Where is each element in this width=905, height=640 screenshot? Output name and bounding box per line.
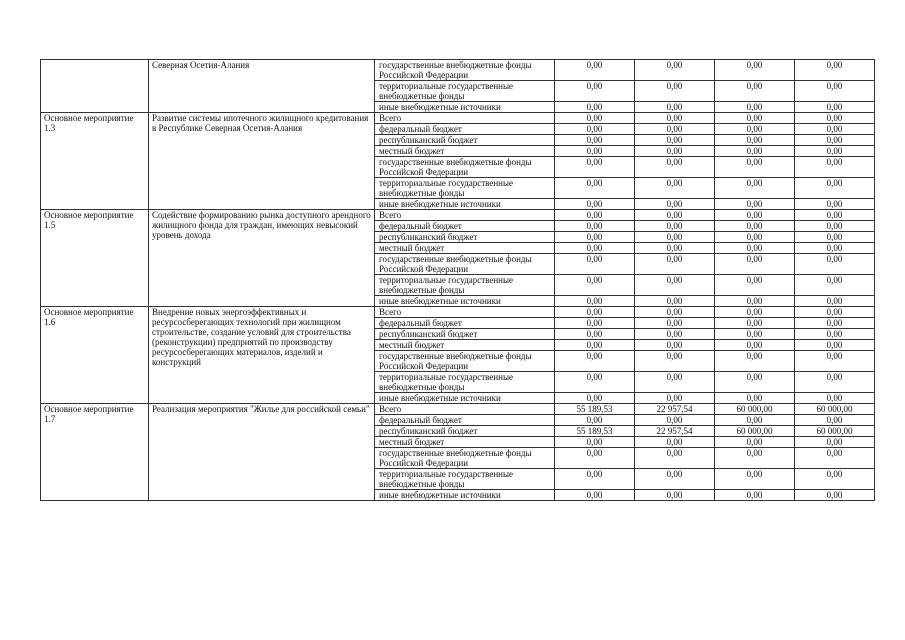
source-cell: республиканский бюджет <box>375 329 555 340</box>
source-cell: федеральный бюджет <box>375 124 555 135</box>
value-cell: 0,00 <box>635 232 715 243</box>
value-cell: 0,00 <box>795 340 875 351</box>
value-cell: 0,00 <box>795 178 875 199</box>
value-cell: 0,00 <box>635 340 715 351</box>
value-cell: 0,00 <box>795 102 875 113</box>
value-cell: 0,00 <box>715 102 795 113</box>
value-cell: 0,00 <box>715 372 795 393</box>
value-cell: 0,00 <box>555 318 635 329</box>
value-cell: 0,00 <box>715 243 795 254</box>
table-row <box>41 210 875 221</box>
value-cell: 60 000,00 <box>715 426 795 437</box>
source-cell: государственные внебюджетные фонды Российской Федерации <box>375 448 555 469</box>
value-cell: 55 189,53 <box>555 404 635 415</box>
value-cell: 0,00 <box>635 60 715 81</box>
value-cell: 0,00 <box>715 113 795 124</box>
source-cell: местный бюджет <box>375 146 555 157</box>
value-cell: 0,00 <box>795 437 875 448</box>
measure-name: Реализация мероприятия "Жилье для российской семьи" <box>149 404 375 501</box>
value-cell: 0,00 <box>795 232 875 243</box>
value-cell: 0,00 <box>715 307 795 318</box>
value-cell: 0,00 <box>715 448 795 469</box>
value-cell: 60 000,00 <box>795 426 875 437</box>
source-cell: республиканский бюджет <box>375 135 555 146</box>
value-cell: 0,00 <box>795 135 875 146</box>
value-cell: 55 189,53 <box>555 426 635 437</box>
source-cell: Всего <box>375 404 555 415</box>
value-cell: 0,00 <box>795 199 875 210</box>
value-cell: 0,00 <box>555 135 635 146</box>
value-cell: 0,00 <box>795 372 875 393</box>
source-cell: Всего <box>375 210 555 221</box>
value-cell: 0,00 <box>795 275 875 296</box>
value-cell: 0,00 <box>635 135 715 146</box>
value-cell: 0,00 <box>635 415 715 426</box>
value-cell: 0,00 <box>635 124 715 135</box>
value-cell: 0,00 <box>555 415 635 426</box>
value-cell: 0,00 <box>635 307 715 318</box>
value-cell: 0,00 <box>555 351 635 372</box>
value-cell: 0,00 <box>795 210 875 221</box>
value-cell: 0,00 <box>795 146 875 157</box>
measure-name: Северная Осетия-Алания <box>149 60 375 113</box>
source-cell: Всего <box>375 113 555 124</box>
value-cell: 0,00 <box>715 393 795 404</box>
source-cell: местный бюджет <box>375 243 555 254</box>
value-cell: 0,00 <box>795 448 875 469</box>
value-cell: 0,00 <box>555 81 635 102</box>
value-cell: 0,00 <box>555 469 635 490</box>
source-cell: республиканский бюджет <box>375 426 555 437</box>
value-cell: 0,00 <box>715 318 795 329</box>
value-cell: 0,00 <box>635 199 715 210</box>
value-cell: 0,00 <box>795 307 875 318</box>
source-cell: местный бюджет <box>375 340 555 351</box>
value-cell: 0,00 <box>635 146 715 157</box>
source-cell: федеральный бюджет <box>375 221 555 232</box>
value-cell: 0,00 <box>555 178 635 199</box>
value-cell: 0,00 <box>715 199 795 210</box>
value-cell: 0,00 <box>555 448 635 469</box>
value-cell: 0,00 <box>555 307 635 318</box>
value-cell: 0,00 <box>715 275 795 296</box>
measure-name: Внедрение новых энергоэффективных и ресурсосберегающих технологий при жилищном строительстве, создание условий для строительства (реконструкции) предприятий по производству ресурсосберегающих материалов, изделий и конструкций <box>149 307 375 404</box>
value-cell: 0,00 <box>795 254 875 275</box>
value-cell: 0,00 <box>555 275 635 296</box>
value-cell: 0,00 <box>555 372 635 393</box>
value-cell: 0,00 <box>635 81 715 102</box>
source-cell: государственные внебюджетные фонды Российской Федерации <box>375 157 555 178</box>
value-cell: 0,00 <box>795 221 875 232</box>
value-cell: 22 957,54 <box>635 404 715 415</box>
value-cell: 0,00 <box>635 113 715 124</box>
source-cell: иные внебюджетные источники <box>375 393 555 404</box>
value-cell: 60 000,00 <box>795 404 875 415</box>
source-cell: территориальные государственные внебюджетные фонды <box>375 178 555 199</box>
measure-label: Основное мероприятие 1.3 <box>41 113 149 210</box>
table-row <box>41 404 875 415</box>
value-cell: 0,00 <box>715 135 795 146</box>
value-cell: 0,00 <box>715 296 795 307</box>
source-cell: иные внебюджетные источники <box>375 490 555 501</box>
value-cell: 0,00 <box>635 178 715 199</box>
source-cell: государственные внебюджетные фонды Российской Федерации <box>375 254 555 275</box>
value-cell: 0,00 <box>795 469 875 490</box>
value-cell: 0,00 <box>795 81 875 102</box>
source-cell: территориальные государственные внебюджетные фонды <box>375 469 555 490</box>
value-cell: 0,00 <box>635 221 715 232</box>
value-cell: 0,00 <box>555 393 635 404</box>
measure-name: Содействие формированию рынка доступного арендного жилищного фонда для граждан, имеющих невысокий уровень дохода <box>149 210 375 307</box>
measure-name: Развитие системы ипотечного жилищного кредитования в Республике Северная Осетия-Алания <box>149 113 375 210</box>
value-cell: 0,00 <box>635 351 715 372</box>
value-cell: 0,00 <box>635 254 715 275</box>
value-cell: 0,00 <box>555 157 635 178</box>
value-cell: 0,00 <box>635 329 715 340</box>
source-cell: территориальные государственные внебюджетные фонды <box>375 275 555 296</box>
measure-label: Основное мероприятие 1.6 <box>41 307 149 404</box>
funding-table <box>40 59 875 501</box>
value-cell: 0,00 <box>795 490 875 501</box>
value-cell: 0,00 <box>715 60 795 81</box>
measure-label: Основное мероприятие 1.5 <box>41 210 149 307</box>
source-cell: федеральный бюджет <box>375 415 555 426</box>
value-cell: 0,00 <box>635 102 715 113</box>
value-cell: 0,00 <box>555 243 635 254</box>
source-cell: федеральный бюджет <box>375 318 555 329</box>
value-cell: 0,00 <box>795 113 875 124</box>
table-row <box>41 60 875 81</box>
value-cell: 0,00 <box>635 210 715 221</box>
value-cell: 0,00 <box>715 146 795 157</box>
value-cell: 0,00 <box>715 210 795 221</box>
value-cell: 0,00 <box>795 243 875 254</box>
value-cell: 0,00 <box>635 157 715 178</box>
value-cell: 0,00 <box>635 243 715 254</box>
value-cell: 0,00 <box>555 124 635 135</box>
value-cell: 0,00 <box>715 178 795 199</box>
value-cell: 0,00 <box>715 221 795 232</box>
value-cell: 0,00 <box>635 490 715 501</box>
source-cell: иные внебюджетные источники <box>375 199 555 210</box>
value-cell: 0,00 <box>715 340 795 351</box>
value-cell: 0,00 <box>795 393 875 404</box>
value-cell: 0,00 <box>715 81 795 102</box>
value-cell: 0,00 <box>555 437 635 448</box>
source-cell: местный бюджет <box>375 437 555 448</box>
measure-label-cell <box>41 60 149 113</box>
measure-label: Основное мероприятие 1.7 <box>41 404 149 501</box>
source-cell: Всего <box>375 307 555 318</box>
value-cell: 0,00 <box>635 318 715 329</box>
source-cell: территориальные государственные внебюджетные фонды <box>375 372 555 393</box>
value-cell: 0,00 <box>635 275 715 296</box>
value-cell: 0,00 <box>555 113 635 124</box>
value-cell: 0,00 <box>555 329 635 340</box>
table-row <box>41 113 875 124</box>
source-cell: территориальные государственные внебюджетные фонды <box>375 81 555 102</box>
value-cell: 0,00 <box>715 232 795 243</box>
value-cell: 0,00 <box>555 296 635 307</box>
value-cell: 0,00 <box>555 60 635 81</box>
value-cell: 0,00 <box>795 351 875 372</box>
value-cell: 0,00 <box>555 199 635 210</box>
value-cell: 0,00 <box>555 221 635 232</box>
value-cell: 0,00 <box>715 124 795 135</box>
value-cell: 0,00 <box>715 490 795 501</box>
value-cell: 0,00 <box>715 157 795 178</box>
value-cell: 0,00 <box>555 490 635 501</box>
value-cell: 0,00 <box>555 254 635 275</box>
value-cell: 0,00 <box>635 372 715 393</box>
value-cell: 0,00 <box>635 437 715 448</box>
value-cell: 0,00 <box>715 329 795 340</box>
value-cell: 0,00 <box>795 157 875 178</box>
value-cell: 0,00 <box>795 296 875 307</box>
source-cell: республиканский бюджет <box>375 232 555 243</box>
source-cell: государственные внебюджетные фонды Российской Федерации <box>375 351 555 372</box>
value-cell: 22 957,54 <box>635 426 715 437</box>
value-cell: 0,00 <box>555 232 635 243</box>
source-cell: иные внебюджетные источники <box>375 296 555 307</box>
value-cell: 0,00 <box>555 210 635 221</box>
value-cell: 0,00 <box>555 340 635 351</box>
value-cell: 0,00 <box>795 329 875 340</box>
value-cell: 0,00 <box>795 415 875 426</box>
value-cell: 0,00 <box>715 415 795 426</box>
value-cell: 0,00 <box>715 351 795 372</box>
value-cell: 0,00 <box>795 318 875 329</box>
table-row <box>41 307 875 318</box>
value-cell: 0,00 <box>795 60 875 81</box>
source-cell: государственные внебюджетные фонды Российской Федерации <box>375 60 555 81</box>
value-cell: 0,00 <box>635 296 715 307</box>
source-cell: иные внебюджетные источники <box>375 102 555 113</box>
value-cell: 0,00 <box>795 124 875 135</box>
value-cell: 0,00 <box>635 448 715 469</box>
value-cell: 0,00 <box>715 469 795 490</box>
value-cell: 60 000,00 <box>715 404 795 415</box>
value-cell: 0,00 <box>555 146 635 157</box>
value-cell: 0,00 <box>635 469 715 490</box>
value-cell: 0,00 <box>555 102 635 113</box>
value-cell: 0,00 <box>635 393 715 404</box>
value-cell: 0,00 <box>715 254 795 275</box>
value-cell: 0,00 <box>715 437 795 448</box>
